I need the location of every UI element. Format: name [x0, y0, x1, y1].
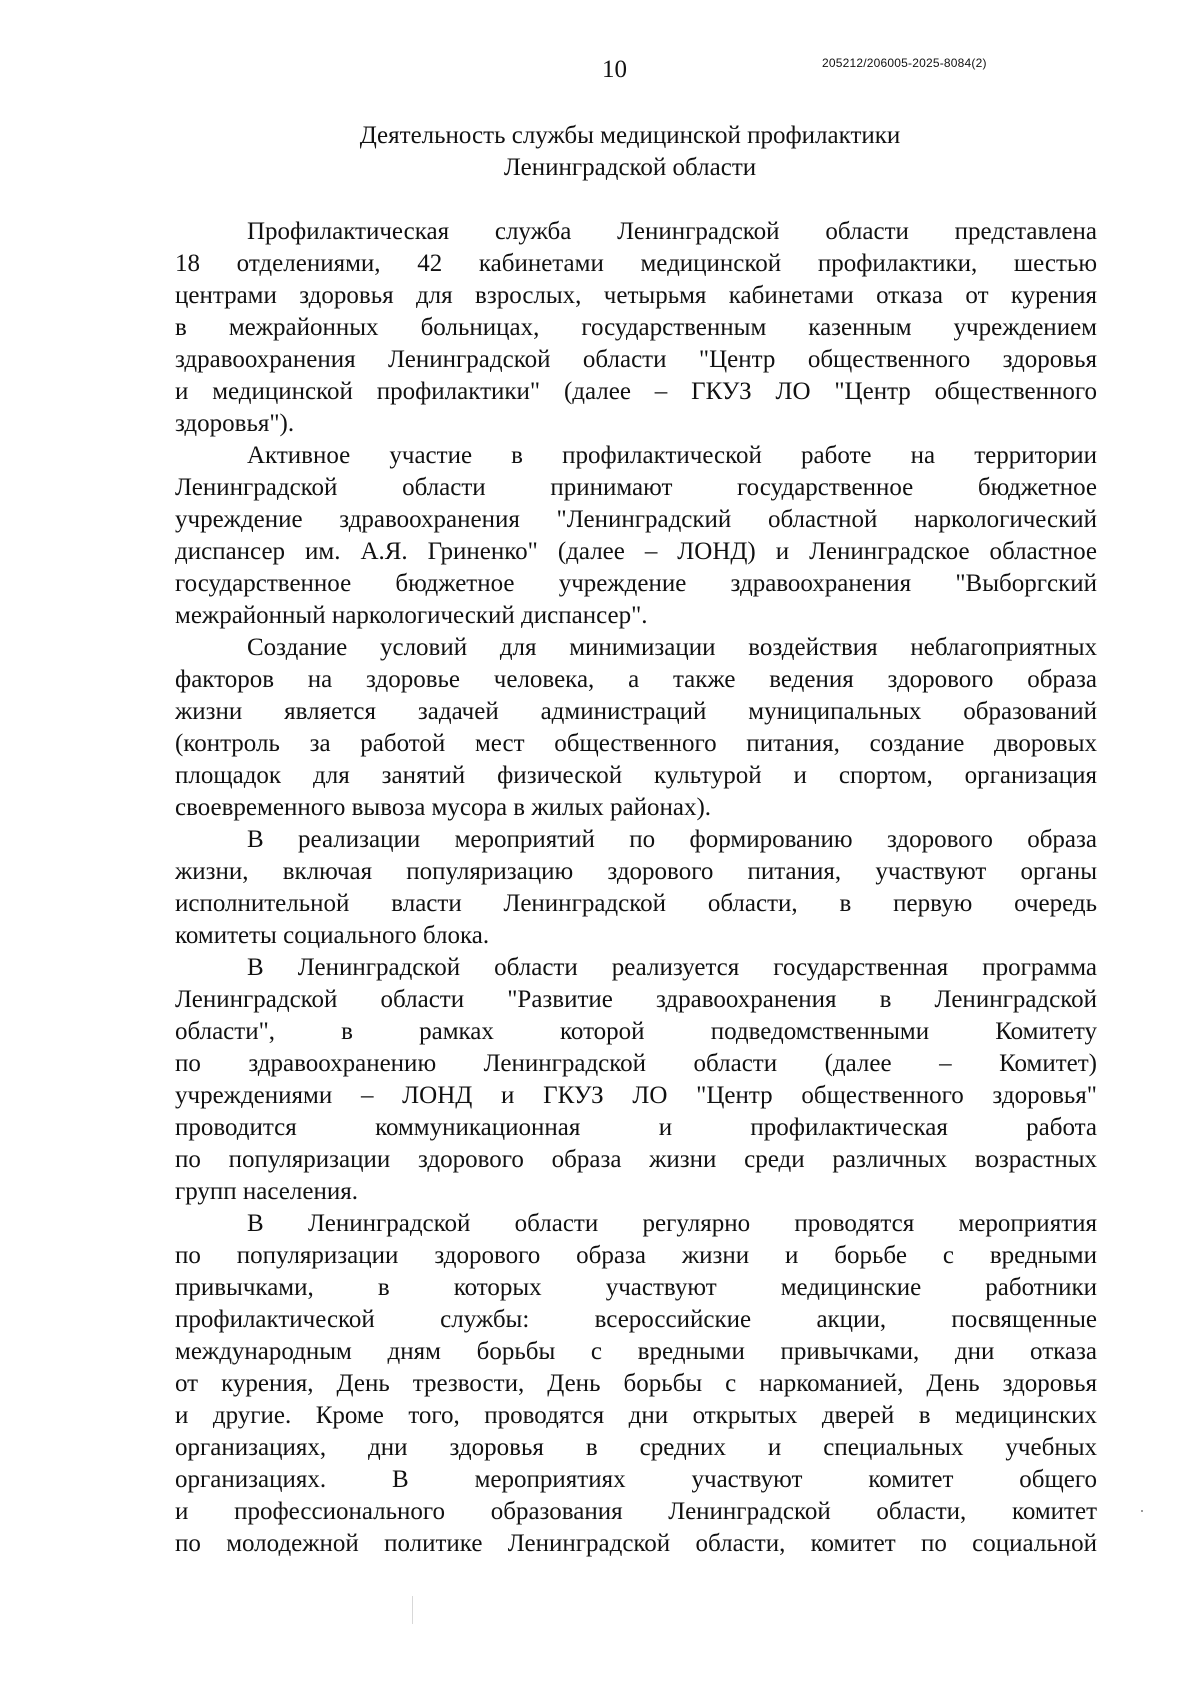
text-line: площадок для занятий физической культурой и спортом, организация	[175, 762, 1097, 789]
text-line: профилактической службы: всероссийские акции, посвященные	[175, 1306, 1097, 1333]
paragraph	[175, 824, 1097, 952]
text-line: в межрайонных больницах, государственным казенным учреждением	[175, 314, 1097, 341]
document-title	[300, 120, 960, 184]
text-line: Профилактическая служба Ленинградской области представлена	[247, 218, 1097, 245]
text-line: Активное участие в профилактической работе на территории	[247, 442, 1097, 469]
text-line: по молодежной политике Ленинградской области, комитет по социальной	[175, 1530, 1097, 1557]
text-line: факторов на здоровье человека, а также ведения здорового образа	[175, 666, 1097, 693]
text-line: и медицинской профилактики" (далее – ГКУЗ ЛО "Центр общественного	[175, 378, 1097, 405]
text-line: В реализации мероприятий по формированию здорового образа	[247, 826, 1097, 853]
text-line: международным дням борьбы с вредными привычками, дни отказа	[175, 1338, 1097, 1365]
text-line: по популяризации здорового образа жизни среди различных возрастных	[175, 1146, 1097, 1173]
text-line: жизни является задачей администраций муниципальных образований	[175, 698, 1097, 725]
text-line: организациях. В мероприятиях участвуют комитет общего	[175, 1466, 1097, 1493]
text-line: (контроль за работой мест общественного питания, создание дворовых	[175, 730, 1097, 757]
scan-artifact-line	[412, 1596, 413, 1624]
document-body	[175, 216, 1097, 1560]
text-line: Ленинградской области принимают государственное бюджетное	[175, 474, 1097, 501]
text-line: своевременного вывоза мусора в жилых районах).	[175, 794, 712, 821]
text-line: В Ленинградской области регулярно проводятся мероприятия	[247, 1210, 1097, 1237]
text-line: диспансер им. А.Я. Гриненко" (далее – ЛОНД) и Ленинградское областное	[175, 538, 1097, 565]
text-line: групп населения.	[175, 1178, 358, 1205]
text-line: учреждениями – ЛОНД и ГКУЗ ЛО "Центр общественного здоровья"	[175, 1082, 1097, 1109]
text-line: здравоохранения Ленинградской области "Центр общественного здоровья	[175, 346, 1097, 373]
paragraph	[175, 1208, 1097, 1560]
paragraph	[175, 440, 1097, 632]
text-line: по популяризации здорового образа жизни и борьбе с вредными	[175, 1242, 1097, 1269]
text-line: Создание условий для минимизации воздействия неблагоприятных	[247, 634, 1097, 661]
text-line: и другие. Кроме того, проводятся дни открытых дверей в медицинских	[175, 1402, 1097, 1429]
text-line: центрами здоровья для взрослых, четырьмя кабинетами отказа от курения	[175, 282, 1097, 309]
paragraph	[175, 632, 1097, 824]
title-line: Деятельность службы медицинской профилактики	[359, 122, 901, 149]
text-line: от курения, День трезвости, День борьбы с наркоманией, День здоровья	[175, 1370, 1097, 1397]
text-line: привычками, в которых участвуют медицинские работники	[175, 1274, 1097, 1301]
text-line: организациях, дни здоровья в средних и специальных учебных	[175, 1434, 1097, 1461]
text-line: области", в рамках которой подведомственными Комитету	[175, 1018, 1097, 1045]
document-code: 205212/206005-2025-8084(2)	[822, 56, 987, 70]
text-line: В Ленинградской области реализуется государственная программа	[247, 954, 1097, 981]
page-number: 10	[602, 56, 627, 83]
text-line: здоровья").	[175, 410, 295, 437]
text-line: по здравоохранению Ленинградской области (далее – Комитет)	[175, 1050, 1097, 1077]
text-line: учреждение здравоохранения "Ленинградский областной наркологический	[175, 506, 1097, 533]
text-line: Ленинградской области "Развитие здравоохранения в Ленинградской	[175, 986, 1097, 1013]
text-line: комитеты социального блока.	[175, 922, 490, 949]
text-line: жизни, включая популяризацию здорового питания, участвуют органы	[175, 858, 1097, 885]
text-line: 18 отделениями, 42 кабинетами медицинской профилактики, шестью	[175, 250, 1097, 277]
text-line: исполнительной власти Ленинградской области, в первую очередь	[175, 890, 1097, 917]
scan-speck	[1141, 1510, 1143, 1512]
text-line: и профессионального образования Ленинградской области, комитет	[175, 1498, 1097, 1525]
text-line: межрайонный наркологический диспансер".	[175, 602, 648, 629]
paragraph	[175, 952, 1097, 1208]
paragraph	[175, 216, 1097, 440]
text-line: проводится коммуникационная и профилактическая работа	[175, 1114, 1097, 1141]
text-line: государственное бюджетное учреждение здравоохранения "Выборгский	[175, 570, 1097, 597]
title-line: Ленинградской области	[503, 154, 757, 181]
